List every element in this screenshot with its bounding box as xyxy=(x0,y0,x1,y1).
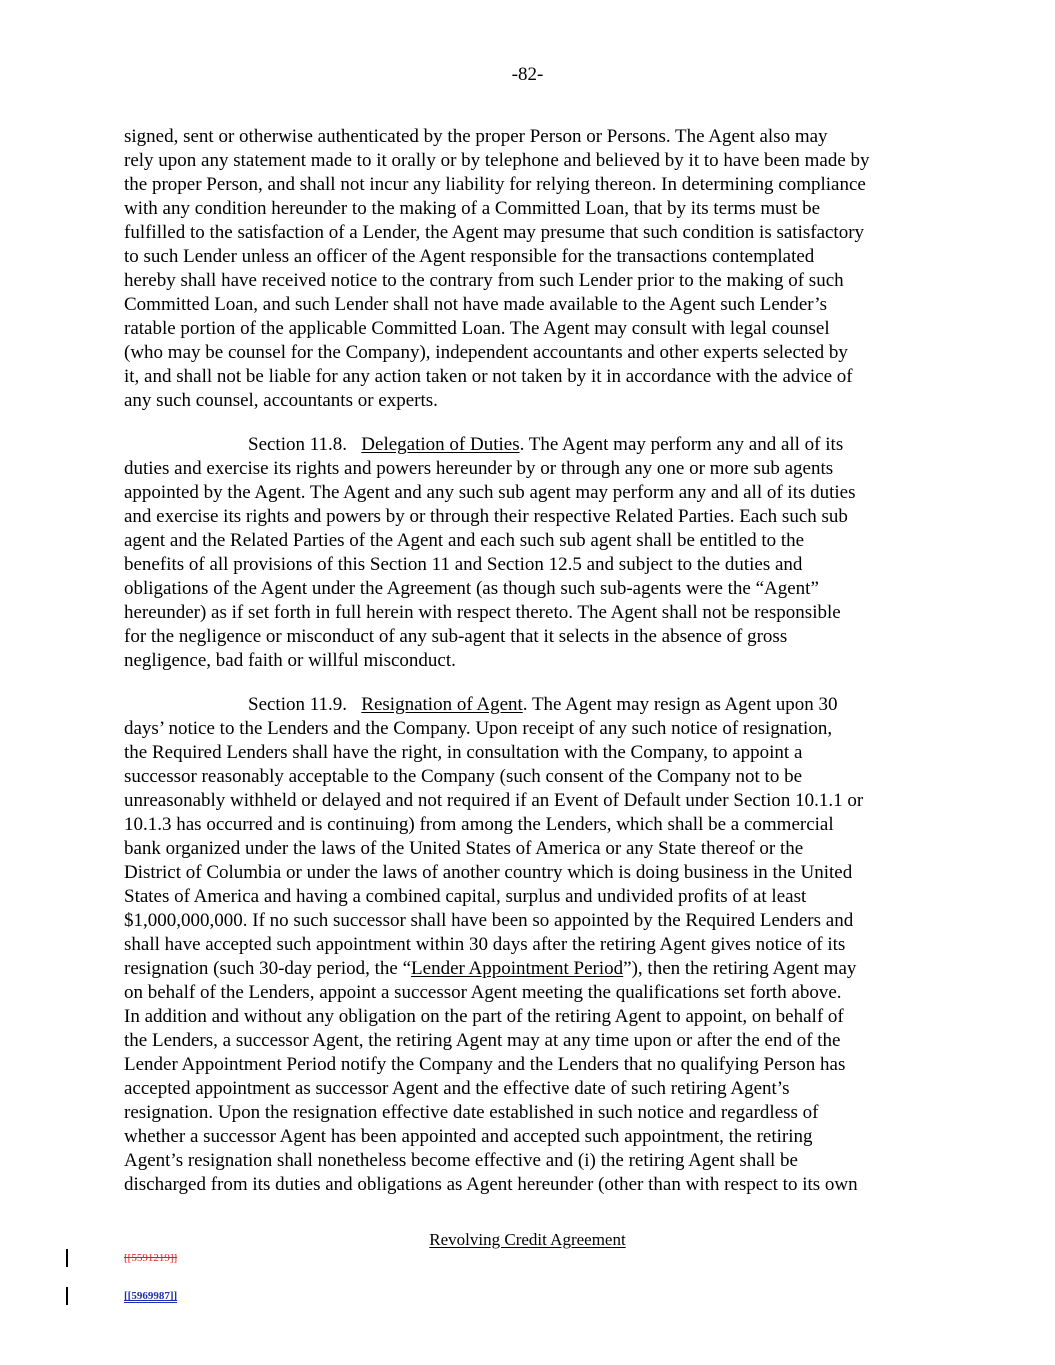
text-line: with any condition hereunder to the making of a Committed Loan, that by its terms must be xyxy=(124,198,821,219)
text-line: successor reasonably acceptable to the Company (such consent of the Company not to be xyxy=(124,766,802,787)
deleted-document-id: [[5591219]] xyxy=(124,1252,178,1264)
text-line: In addition and without any obligation on the part of the retiring Agent to appoint, on behalf of xyxy=(124,1006,844,1027)
text-line: Committed Loan, and such Lender shall not have made available to the Agent such Lender’s xyxy=(124,294,827,315)
text-line: States of America and having a combined capital, surplus and undivided profits of at least xyxy=(124,886,807,907)
text-span: . The Agent may resign as Agent upon 30 xyxy=(522,694,838,715)
text-line: hereunder) as if set forth in full herein with respect thereto. The Agent shall not be responsible xyxy=(124,602,841,623)
text-line: hereby shall have received notice to the contrary from such Lender prior to the making of such xyxy=(124,270,844,291)
change-bar xyxy=(66,1249,68,1267)
section-first-line xyxy=(124,693,936,717)
section-heading: Delegation of Duties xyxy=(361,434,520,455)
section-first-line xyxy=(124,433,936,457)
text-line: benefits of all provisions of this Section 11 and Section 12.5 and subject to the duties and xyxy=(124,554,803,575)
text-line: on behalf of the Lenders, appoint a successor Agent meeting the qualifications set forth above. xyxy=(124,982,842,1003)
text-line: the Lenders, a successor Agent, the retiring Agent may at any time upon or after the end of the xyxy=(124,1030,841,1051)
text-line: Lender Appointment Period notify the Company and the Lenders that no qualifying Person has xyxy=(124,1054,846,1075)
section-11-9 xyxy=(124,693,936,1197)
section-11-8 xyxy=(124,433,936,673)
text-line: appointed by the Agent. The Agent and any such sub agent may perform any and all of its duties xyxy=(124,482,856,503)
text-line: accepted appointment as successor Agent and the effective date of such retiring Agent’s xyxy=(124,1078,790,1099)
text-line: discharged from its duties and obligations as Agent hereunder (other than with respect to its own xyxy=(124,1174,858,1195)
text-line: and exercise its rights and powers by or through their respective Related Parties. Each such sub xyxy=(124,506,848,527)
text-line: 10.1.3 has occurred and is continuing) from among the Lenders, which shall be a commercial xyxy=(124,814,834,835)
text-line: signed, sent or otherwise authenticated by the proper Person or Persons. The Agent also may xyxy=(124,126,828,147)
inserted-document-id: [[5969987]] xyxy=(124,1290,178,1302)
defined-term: Lender Appointment Period xyxy=(411,958,624,979)
text-span: . The Agent may perform any and all of its xyxy=(519,434,844,455)
text-line: the proper Person, and shall not incur any liability for relying thereon. In determining compliance xyxy=(124,174,866,195)
page-number: -82- xyxy=(511,64,544,85)
paragraph-continuation xyxy=(124,125,936,413)
text-line: any such counsel, accountants or experts. xyxy=(124,390,438,411)
text-line: bank organized under the laws of the United States of America or any State thereof or the xyxy=(124,838,804,859)
change-bar xyxy=(66,1287,68,1305)
text-line: District of Columbia or under the laws of another country which is doing business in the United xyxy=(124,862,853,883)
text-line: to such Lender unless an officer of the Agent responsible for the transactions contemplated xyxy=(124,246,815,267)
section-heading: Resignation of Agent xyxy=(361,694,523,715)
text-line: rely upon any statement made to it orally or by telephone and believed by it to have been made by xyxy=(124,150,870,171)
section-number: Section 11.8. xyxy=(248,434,348,455)
text-line: the Required Lenders shall have the right, in consultation with the Company, to appoint a xyxy=(124,742,803,763)
text-line: ratable portion of the applicable Committed Loan. The Agent may consult with legal counsel xyxy=(124,318,830,339)
text-line: days’ notice to the Lenders and the Company. Upon receipt of any such notice of resignation, xyxy=(124,718,833,739)
text-line xyxy=(124,957,936,981)
text-line: fulfilled to the satisfaction of a Lender, the Agent may presume that such condition is satisfactory xyxy=(124,222,865,243)
text-line: duties and exercise its rights and powers hereunder by or through any one or more sub agents xyxy=(124,458,834,479)
text-span: resignation (such 30-day period, the “ xyxy=(124,958,412,979)
text-line: it, and shall not be liable for any action taken or not taken by it in accordance with the advice of xyxy=(124,366,853,387)
text-line: negligence, bad faith or willful misconduct. xyxy=(124,650,456,671)
section-number: Section 11.9. xyxy=(248,694,348,715)
text-line: $1,000,000,000. If no such successor shall have been so appointed by the Required Lenders and xyxy=(124,910,854,931)
document-body xyxy=(124,125,936,1197)
footer-document-title: Revolving Credit Agreement xyxy=(429,1230,626,1249)
text-line: Agent’s resignation shall nonetheless become effective and (i) the retiring Agent shall be xyxy=(124,1150,798,1171)
text-line: shall have accepted such appointment within 30 days after the retiring Agent gives notice of its xyxy=(124,934,846,955)
text-line: resignation. Upon the resignation effective date established in such notice and regardless of xyxy=(124,1102,819,1123)
text-line: obligations of the Agent under the Agreement (as though such sub-agents were the “Agent” xyxy=(124,578,819,599)
text-line: agent and the Related Parties of the Agent and each such sub agent shall be entitled to the xyxy=(124,530,805,551)
text-line: unreasonably withheld or delayed and not required if an Event of Default under Section 10.1.1 or xyxy=(124,790,864,811)
text-span: ”), then the retiring Agent may xyxy=(623,958,857,979)
text-line: whether a successor Agent has been appointed and accepted such appointment, the retiring xyxy=(124,1126,813,1147)
text-line: (who may be counsel for the Company), independent accountants and other experts selected by xyxy=(124,342,848,363)
text-line: for the negligence or misconduct of any sub-agent that it selects in the absence of gross xyxy=(124,626,788,647)
